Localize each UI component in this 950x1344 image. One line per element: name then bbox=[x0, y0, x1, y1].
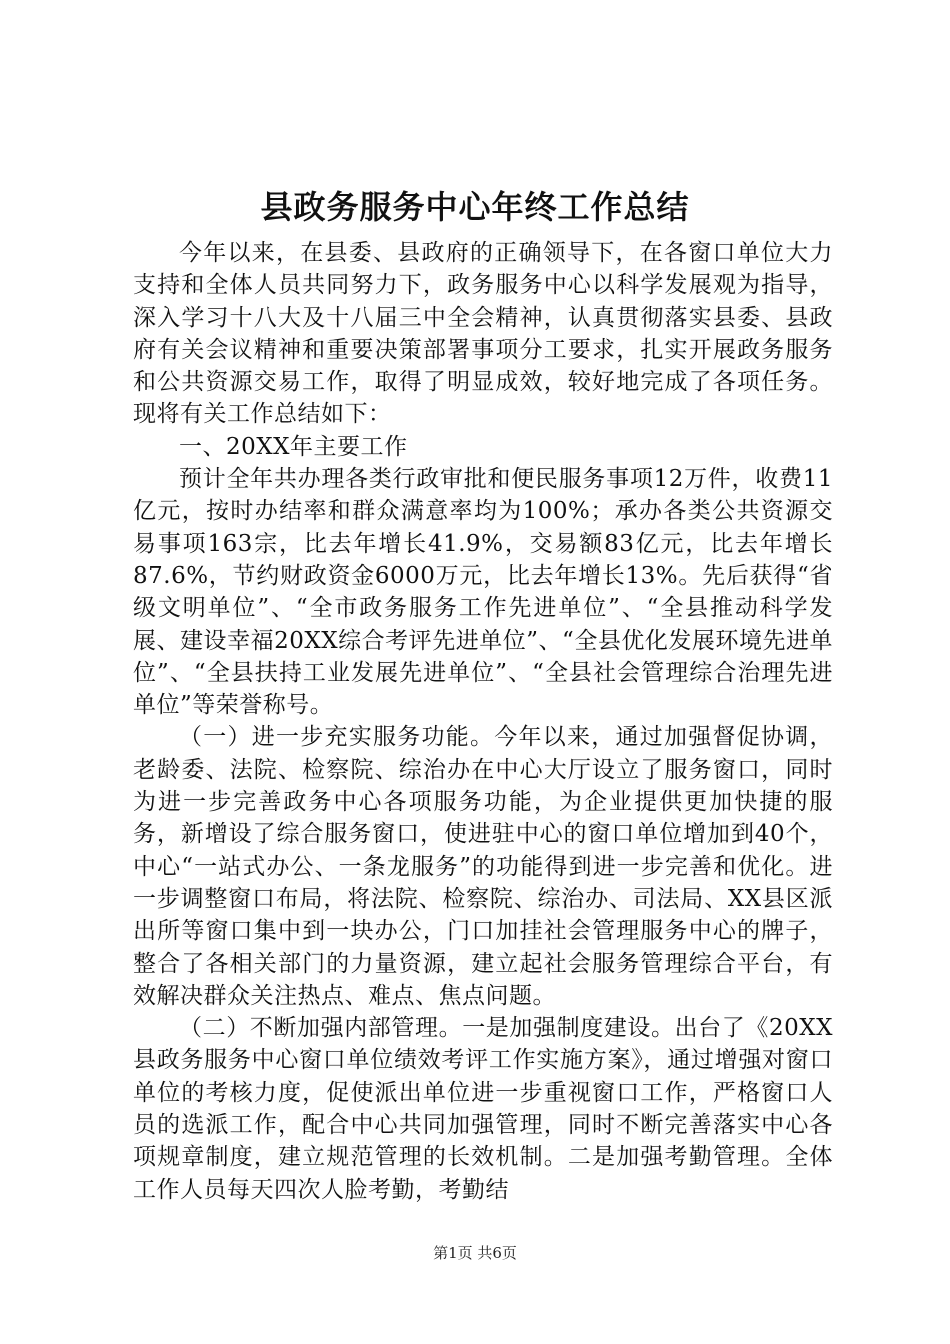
document-body bbox=[133, 237, 833, 1206]
subsection-1-paragraph: （一）进一步充实服务功能。今年以来，通过加强督促协调，老龄委、法院、检察院、综治办在中心大厅设立了服务窗口，同时为进一步完善政务中心各项服务功能，为企业提供更加快捷的服务，新增设了综合服务窗口，使进驻中心的窗口单位增加到40个，中心“一站式办公、一条龙服务”的功能得到进一步完善和优化。进一步调整窗口布局，将法院、检察院、综治办、司法局、XX县区派出所等窗口集中到一块办公，门口加挂社会管理服务中心的牌子，整合了各相关部门的力量资源，建立起社会服务管理综合平台，有效解决群众关注热点、难点、焦点问题。 bbox=[133, 724, 833, 1009]
page-footer: 第1页 共6页 bbox=[433, 1244, 517, 1262]
section-heading: 一、20XX年主要工作 bbox=[179, 433, 408, 460]
intro-paragraph: 今年以来，在县委、县政府的正确领导下，在各窗口单位大力支持和全体人员共同努力下，政务服务中心以科学发展观为指导，深入学习十八大及十八届三中全会精神，认真贯彻落实县委、县政府有关会议精神和重要决策部署事项分工要求，扎实开展政务服务和公共资源交易工作，取得了明显成效，较好地完成了各项任务。现将有关工作总结如下： bbox=[133, 240, 833, 428]
subsection-2-paragraph: （二）不断加强内部管理。一是加强制度建设。出台了《20XX县政务服务中心窗口单位绩效考评工作实施方案》，通过增强对窗口单位的考核力度，促使派出单位进一步重视窗口工作，严格窗口人员的选派工作，配合中心共同加强管理，同时不断完善落实中心各项规章制度，建立规范管理的长效机制。二是加强考勤管理。全体工作人员每天四次人脸考勤，考勤结 bbox=[133, 1015, 833, 1203]
summary-paragraph: 预计全年共办理各类行政审批和便民服务事项12万件，收费11亿元，按时办结率和群众满意率均为100%；承办各类公共资源交易事项163宗，比去年增长41.9%，交易额83亿元，比去年增长87.6%，节约财政资金6000万元，比去年增长13%。先后获得“省级文明单位”、“全市政务服务工作先进单位”、“全县推动科学发展、建设幸福20XX综合考评先进单位”、“全县优化发展环境先进单位”、“全县扶持工业发展先进单位”、“全县社会管理综合治理先进单位”等荣誉称号。 bbox=[133, 466, 833, 719]
document-title: 县政务服务中心年终工作总结 bbox=[260, 188, 690, 226]
